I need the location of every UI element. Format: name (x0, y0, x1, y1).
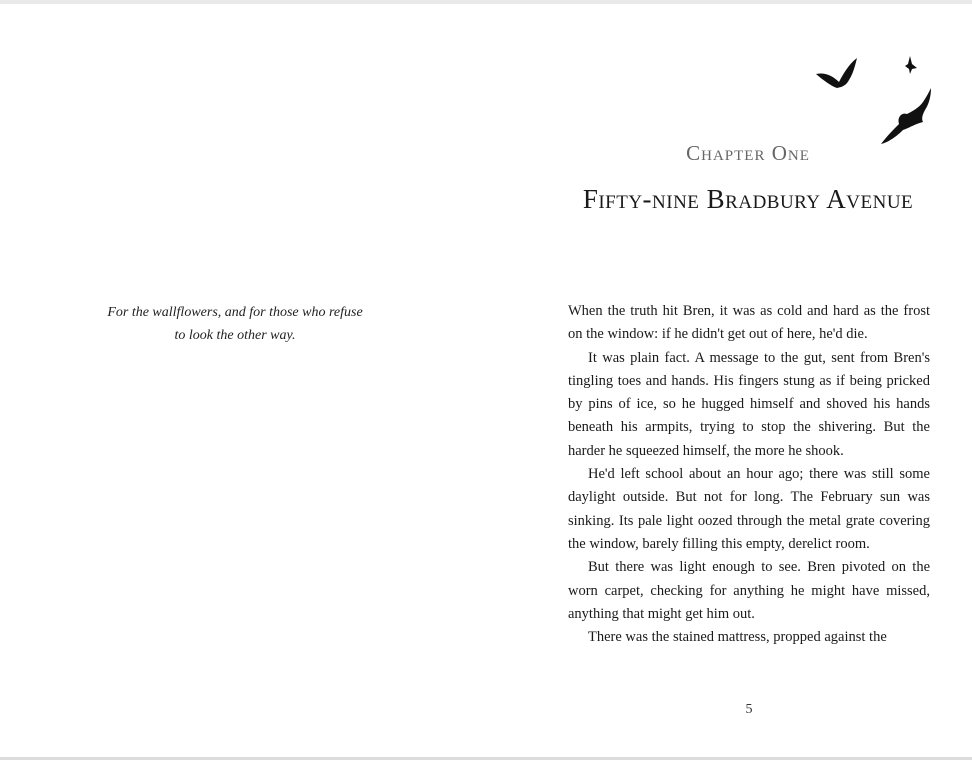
birds-icon (811, 52, 941, 152)
right-page (486, 4, 972, 757)
bird-icon (905, 56, 917, 74)
chapter-title: Fifty-nine Bradbury Avenue (582, 184, 914, 214)
paragraph: But there was light enough to see. Bren pivoted on the worn carpet, checking for anything he might have missed, anything that might get him out. (568, 559, 930, 622)
dedication-text: For the wallflowers, and for those who refuse to look the other way. (107, 305, 363, 343)
book-spread (0, 4, 972, 757)
paragraph: When the truth hit Bren, it was as cold and hard as the frost on the window: if he didn't get out of here, he'd die. (568, 303, 930, 343)
page-number: 5 (745, 702, 753, 717)
bird-icon (816, 58, 857, 88)
left-page (0, 4, 486, 757)
paragraph: It was plain fact. A message to the gut, sent from Bren's tingling toes and hands. His fingers stung as if being pricked by pins of ice, so he hugged himself and shoved his hands beneath his armpits, trying to stop the shivering. But the harder he squeezed himself, the more he shook. (568, 349, 930, 459)
chapter-label: Chapter One (686, 141, 810, 165)
paragraph: He'd left school about an hour ago; there was still some daylight outside. But not for long. The February sun was sinking. Its pale light oozed through the metal grate covering the window, barely filling this empty, derelict room. (568, 466, 930, 552)
bird-icon (881, 88, 931, 144)
chapter-body (568, 300, 930, 680)
paragraph: There was the stained mattress, propped against the (588, 629, 887, 646)
